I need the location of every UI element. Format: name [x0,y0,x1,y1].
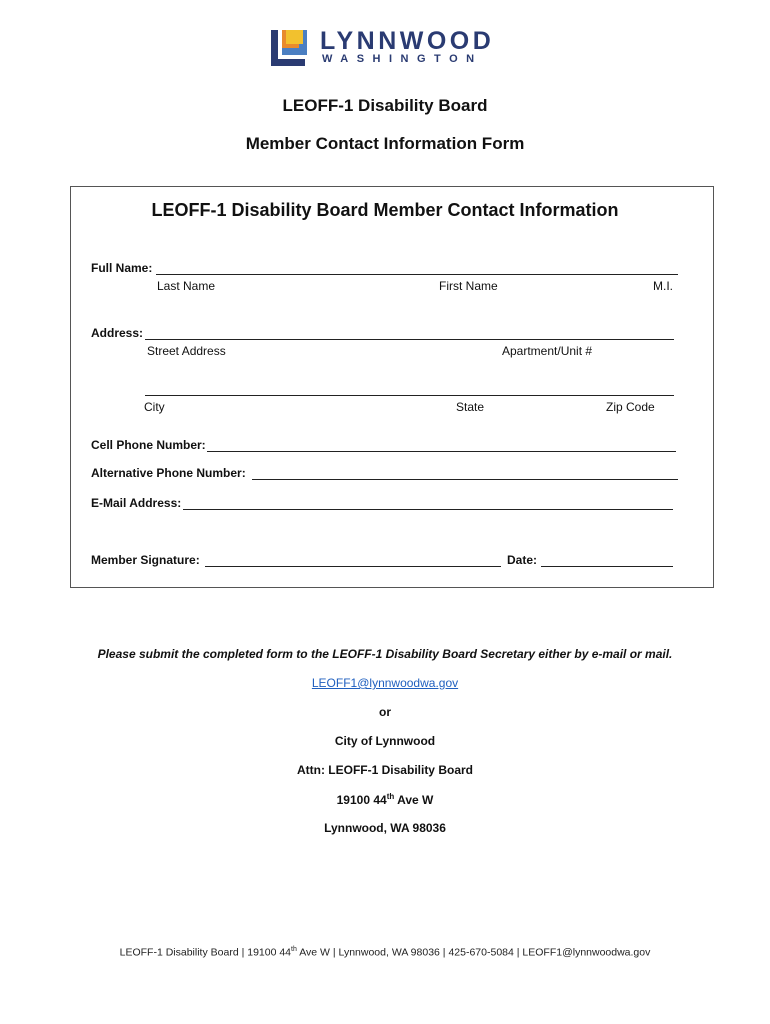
email-field[interactable] [183,509,673,510]
zip-caption: Zip Code [606,400,655,414]
street-ordinal: th [386,792,395,801]
mail-city-state: Lynnwood, WA 98036 [324,821,446,835]
date-label: Date: [507,553,538,567]
logo-name: LYNNWOOD [320,27,495,55]
state-caption: State [456,400,485,414]
street-name: Ave W [394,793,434,807]
lynnwood-logo-icon [271,28,311,68]
alt-phone-label: Alternative Phone Number: [91,466,246,480]
full-name-field[interactable] [156,274,678,275]
page-footer [0,946,770,959]
email-label: E-Mail Address: [91,496,182,510]
footer-part2: Ave W | Lynnwood, WA 98036 | 425-670-5084 | LEOFF1@lynnwoodwa.gov [296,946,651,959]
mail-street [0,792,770,807]
mail-city: City of Lynnwood [334,734,436,748]
alt-phone-field[interactable] [252,479,678,480]
address-street-field[interactable] [145,339,674,340]
street-number: 19100 44 [336,793,387,807]
middle-initial-caption: M.I. [653,279,673,293]
mail-attn: Attn: LEOFF-1 Disability Board [296,763,473,777]
or-text: or [379,705,391,719]
full-name-label: Full Name: [91,261,153,275]
submit-instruction: Please submit the completed form to the LEOFF-1 Disability Board Secretary either by e-mail or mail. [97,647,673,661]
logo-subtitle: WASHINGTON [322,53,483,65]
footer-ordinal: th [291,946,297,953]
cell-phone-label: Cell Phone Number: [91,438,206,452]
page-subtitle: Member Contact Information Form [245,134,525,153]
city-caption: City [144,400,165,414]
street-address-caption: Street Address [147,344,226,358]
signature-field[interactable] [205,566,501,567]
address-label: Address: [91,326,144,340]
apartment-caption: Apartment/Unit # [502,344,593,358]
email-link[interactable]: LEOFF1@lynnwoodwa.gov [311,676,459,690]
signature-label: Member Signature: [91,553,200,567]
date-field[interactable] [541,566,673,567]
form-box [70,186,714,588]
last-name-caption: Last Name [157,279,216,293]
page-title: LEOFF-1 Disability Board [282,96,488,115]
footer-part1: LEOFF-1 Disability Board | 19100 44 [119,946,292,959]
address-city-field[interactable] [145,395,674,396]
cell-phone-field[interactable] [207,451,676,452]
first-name-caption: First Name [439,279,498,293]
form-box-title: LEOFF-1 Disability Board Member Contact Information [151,200,619,220]
